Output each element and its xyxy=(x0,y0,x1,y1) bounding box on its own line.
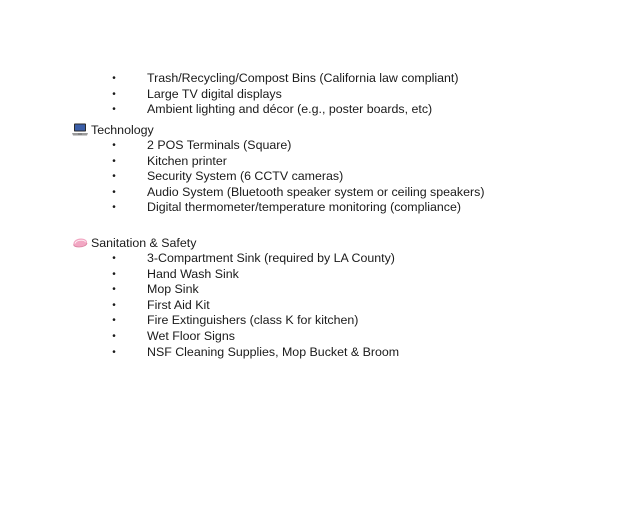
bullet: • xyxy=(112,284,116,296)
list-item xyxy=(0,267,600,283)
list-item-text: 3-Compartment Sink (required by LA County) xyxy=(147,251,395,265)
laptop-icon xyxy=(72,123,88,136)
list-item xyxy=(0,169,600,185)
bullet: • xyxy=(112,88,116,100)
sanitation-section xyxy=(0,251,600,360)
list-item xyxy=(0,251,600,267)
list-item-text: 2 POS Terminals (Square) xyxy=(147,138,292,152)
list-item xyxy=(0,102,600,118)
list-item-text: Security System (6 CCTV cameras) xyxy=(147,169,344,184)
list-item xyxy=(0,329,600,345)
section-title: Sanitation & Safety xyxy=(91,236,197,250)
bullet: • xyxy=(112,171,116,183)
list-item xyxy=(0,138,600,154)
bullet: • xyxy=(112,202,116,214)
list-item xyxy=(0,71,600,87)
bullet: • xyxy=(112,73,116,84)
list-item-text: Hand Wash Sink xyxy=(147,266,239,281)
list-item xyxy=(0,298,600,314)
soap-icon xyxy=(72,236,88,249)
sanitation-list xyxy=(0,251,600,360)
misc-equipment-section xyxy=(0,71,600,118)
list-item-text: Fire Extinguishers (class K for kitchen) xyxy=(147,313,359,328)
bullet: • xyxy=(112,140,116,151)
bullet: • xyxy=(112,330,116,342)
bullet: • xyxy=(112,268,116,280)
list-item xyxy=(0,345,600,361)
section-title: Technology xyxy=(91,123,154,137)
bullet: • xyxy=(112,253,116,264)
bullet: • xyxy=(112,315,116,327)
list-item xyxy=(0,154,600,170)
bullet: • xyxy=(112,104,116,116)
bullet: • xyxy=(112,155,116,167)
list-item-text: NSF Cleaning Supplies, Mop Bucket & Broom xyxy=(147,344,400,359)
bullet: • xyxy=(112,299,116,311)
list-item-text: Large TV digital displays xyxy=(147,86,282,101)
list-item xyxy=(0,282,600,298)
list-item xyxy=(0,87,600,103)
list-item-text: Digital thermometer/temperature monitoring (compliance) xyxy=(147,200,462,215)
list-item-text: Ambient lighting and décor (e.g., poster boards, etc) xyxy=(147,102,433,117)
list-item-text: First Aid Kit xyxy=(147,297,210,312)
bullet: • xyxy=(112,186,116,198)
technology-section xyxy=(0,138,600,216)
list-item-text: Mop Sink xyxy=(147,282,199,297)
technology-list xyxy=(0,138,600,216)
bullet: • xyxy=(112,346,116,358)
list-item xyxy=(0,313,600,329)
list-item-text: Wet Floor Signs xyxy=(147,328,235,343)
misc-equipment-list xyxy=(0,71,600,118)
list-item-text: Kitchen printer xyxy=(147,153,227,168)
list-item xyxy=(0,200,600,216)
list-item-text: Audio System (Bluetooth speaker system or ceiling speakers) xyxy=(147,184,485,199)
list-item-text: Trash/Recycling/Compost Bins (California law compliant) xyxy=(147,71,459,85)
list-item xyxy=(0,185,600,201)
